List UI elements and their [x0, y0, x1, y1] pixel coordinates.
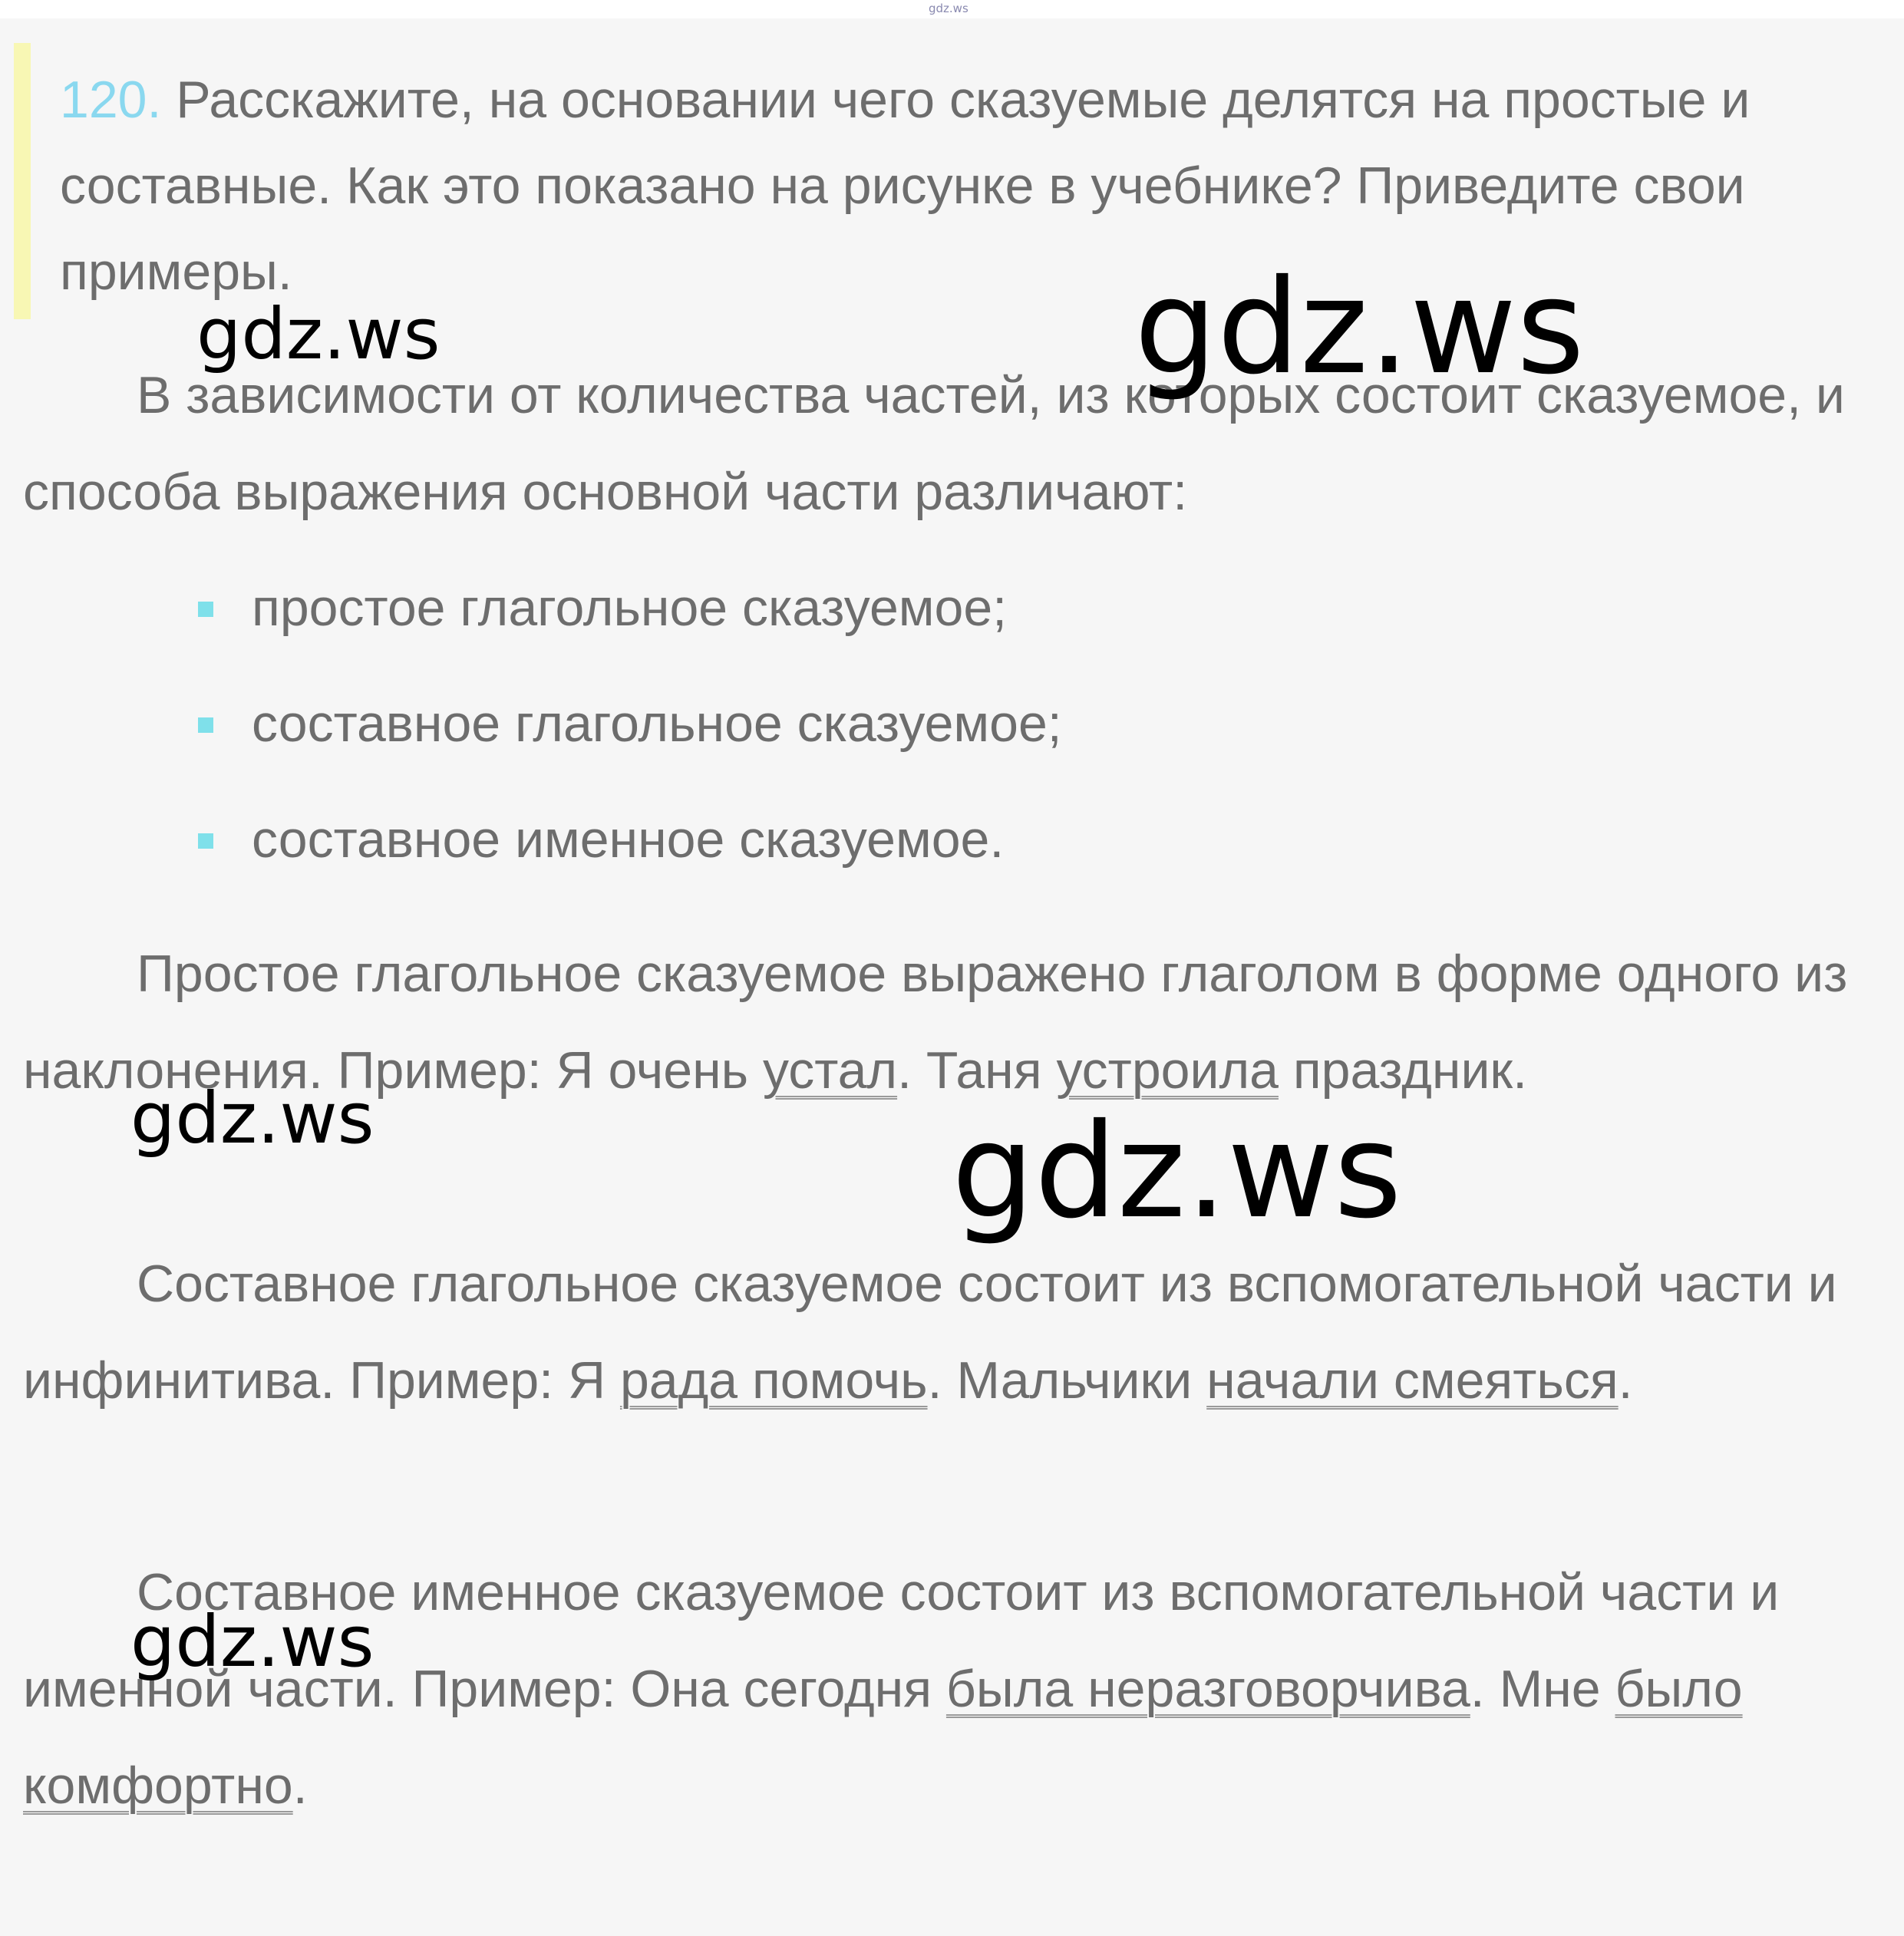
- list-item-text: составное именное сказуемое.: [252, 810, 1005, 869]
- predicate-example: было комфортно: [23, 1660, 1743, 1815]
- paragraph-text: Составное именное сказуемое состоит из вспомогательной части и именной части. Пример: Она сегодня: [23, 1563, 1780, 1718]
- predicate-types-list: [198, 569, 1062, 917]
- predicate-example: устроила: [1056, 1041, 1279, 1100]
- predicate-example: устал: [762, 1041, 898, 1100]
- task-text: Расскажите, на основании чего сказуемые делятся на простые и составные. Как это показано на рисунке в учебнике? Приведите свои примеры.: [60, 71, 1751, 301]
- site-mini-label: gdz.ws: [929, 2, 968, 15]
- bullet-square-icon: [198, 602, 213, 617]
- list-item: [198, 685, 1062, 801]
- predicate-example: начали смеяться: [1206, 1351, 1619, 1410]
- task-number: 120.: [60, 71, 162, 129]
- bullet-square-icon: [198, 717, 213, 733]
- watermark: gdz.ws: [952, 1096, 1402, 1248]
- watermark: gdz.ws: [1134, 252, 1585, 404]
- compound-verbal-paragraph: [23, 1235, 1880, 1429]
- list-item-text: составное глагольное сказуемое;: [252, 694, 1062, 753]
- list-item: [198, 569, 1062, 685]
- list-item: [198, 801, 1062, 917]
- task-accent-bar: [14, 43, 31, 319]
- paragraph-text: . Мне: [1470, 1660, 1615, 1718]
- paragraph-text: . Таня: [897, 1041, 1057, 1100]
- paragraph-text: .: [292, 1756, 308, 1815]
- paragraph-text: . Мальчики: [927, 1351, 1207, 1410]
- predicate-example: рада помочь: [619, 1351, 928, 1410]
- paragraph-text: Составное глагольное сказуемое состоит из вспомогательной части и инфинитива. Пример: Я: [23, 1255, 1837, 1410]
- compound-nominal-paragraph: [23, 1544, 1880, 1834]
- top-bar: [0, 0, 1904, 18]
- paragraph-text: Простое глагольное сказуемое выражено глаголом в форме одного из наклонения. Пример: Я очень: [23, 945, 1848, 1100]
- paragraph-text: .: [1618, 1351, 1633, 1410]
- bullet-square-icon: [198, 833, 213, 849]
- task-statement: [60, 57, 1886, 315]
- watermark: gdz.ws: [130, 1601, 375, 1683]
- paragraph-text: праздник.: [1278, 1041, 1528, 1100]
- watermark: gdz.ws: [130, 1077, 375, 1159]
- predicate-example: была неразговорчива: [945, 1660, 1470, 1718]
- answer-intro: В зависимости от количества частей, из которых состоит сказуемое, и способа выражения основной части различают:: [23, 366, 1845, 521]
- list-item-text: простое глагольное сказуемое;: [252, 579, 1008, 637]
- watermark: gdz.ws: [196, 293, 441, 375]
